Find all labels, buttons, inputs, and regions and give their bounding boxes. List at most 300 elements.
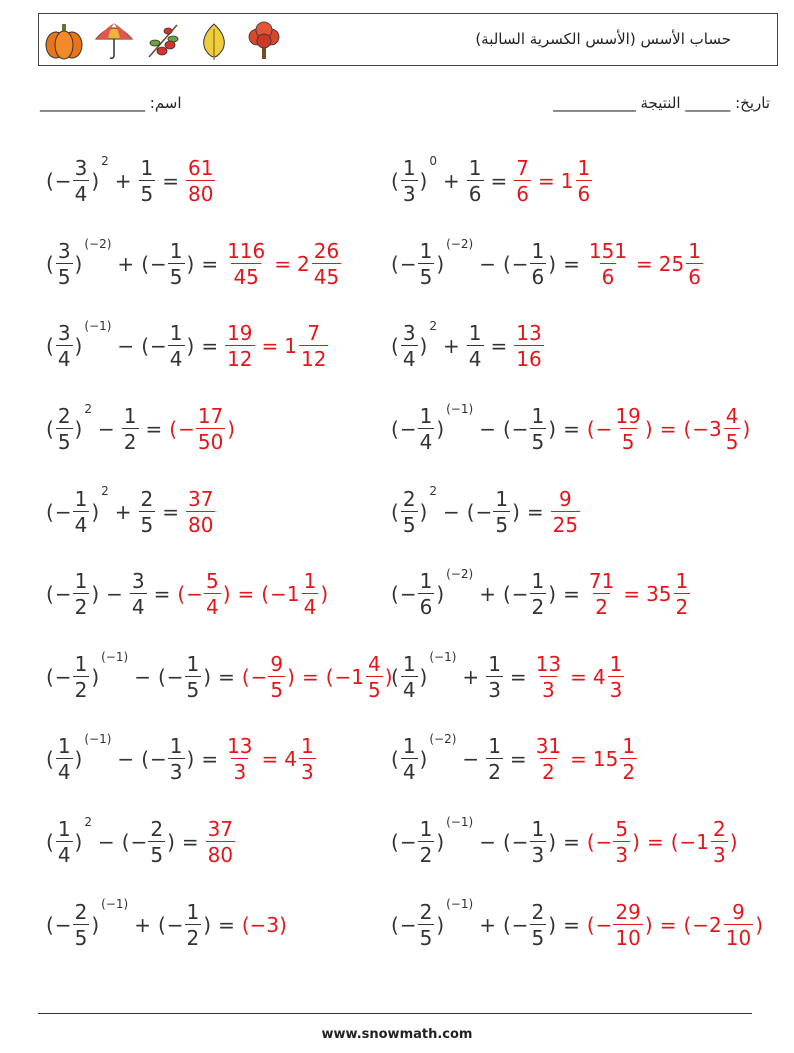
parenthesis: ) <box>203 912 212 937</box>
denominator: 4 <box>402 760 416 785</box>
numerator: 1 <box>169 238 183 263</box>
fraction-body <box>225 321 254 372</box>
fraction-body <box>268 651 285 702</box>
fraction-body <box>73 486 90 537</box>
exponent: (−1) <box>429 649 457 664</box>
mixed-number <box>334 651 384 702</box>
denominator: 5 <box>531 925 545 950</box>
fraction-body <box>366 651 383 702</box>
numerator: 1 <box>74 651 88 676</box>
numerator: 13 <box>227 734 253 759</box>
problem-row <box>390 388 764 471</box>
operator: − <box>479 417 496 442</box>
fraction-body <box>185 651 202 702</box>
fraction <box>511 817 548 868</box>
parenthesis: ) <box>436 912 445 937</box>
mixed-number <box>592 651 625 702</box>
parenthesis: ) <box>419 334 428 359</box>
fraction-body <box>302 569 319 620</box>
fraction <box>511 404 548 455</box>
fraction-body <box>530 817 547 868</box>
problem-row <box>45 883 394 966</box>
numerator: 1 <box>419 817 433 842</box>
fraction-body <box>312 238 341 289</box>
operator: = <box>181 830 199 855</box>
denominator: 3 <box>542 677 555 702</box>
denominator: 4 <box>169 347 183 372</box>
parenthesis: ) <box>203 664 212 689</box>
operator: = <box>201 334 219 359</box>
parenthesis: ) <box>742 417 751 442</box>
fraction-body <box>534 734 563 785</box>
operator: − <box>134 664 151 689</box>
parenthesis: ( <box>46 830 54 855</box>
denominator: 4 <box>205 595 219 620</box>
minus-sign: − <box>595 417 613 442</box>
answer <box>533 651 626 702</box>
parenthesis: ( <box>586 417 595 442</box>
denominator: 25 <box>552 512 579 537</box>
numerator: 116 <box>227 238 266 263</box>
numerator: 29 <box>615 899 641 924</box>
operator: = <box>570 747 587 772</box>
denominator: 4 <box>74 182 88 207</box>
fraction <box>595 404 644 455</box>
whole-part: −1 <box>270 582 300 607</box>
denominator: 4 <box>57 760 71 785</box>
fraction <box>138 156 157 207</box>
fraction <box>166 899 203 950</box>
problem-row <box>45 801 394 884</box>
minus-sign: − <box>475 499 493 524</box>
parenthesis: ) <box>419 747 428 772</box>
denominator: 5 <box>169 264 183 289</box>
operator: = <box>563 830 580 855</box>
numerator: 19 <box>227 321 253 346</box>
fraction <box>129 569 148 620</box>
denominator: 5 <box>621 430 635 455</box>
fraction-body <box>401 321 418 372</box>
exponent: 0 <box>429 154 437 168</box>
numerator: 1 <box>419 569 433 594</box>
exponent: 2 <box>101 484 109 499</box>
fraction-body <box>204 569 221 620</box>
denominator: 45 <box>313 264 340 289</box>
operator: + <box>117 251 135 276</box>
denominator: 2 <box>488 760 501 785</box>
operator: = <box>636 251 653 276</box>
parenthesis: ) <box>320 582 329 607</box>
fraction-body <box>299 321 328 372</box>
parenthesis: ( <box>586 830 595 855</box>
parenthesis: ( <box>46 582 54 607</box>
denominator: 2 <box>74 677 88 702</box>
fraction-body <box>225 734 254 785</box>
numerator: 1 <box>186 651 200 676</box>
fraction-body <box>225 238 267 289</box>
numerator: 26 <box>313 238 340 263</box>
denominator: 6 <box>531 264 545 289</box>
fraction <box>205 817 236 868</box>
operator: = <box>261 334 279 359</box>
denominator: 4 <box>402 677 416 702</box>
fraction <box>511 899 548 950</box>
exponent: (−2) <box>429 732 457 747</box>
fraction <box>365 651 384 702</box>
numerator: 5 <box>615 817 629 842</box>
minus-sign: − <box>166 912 184 937</box>
fraction <box>121 404 140 455</box>
operator: = <box>301 664 319 689</box>
parenthesis: ( <box>502 251 511 276</box>
fraction <box>224 321 255 372</box>
denominator: 5 <box>402 512 416 537</box>
parenthesis: ( <box>502 912 511 937</box>
fraction-body <box>686 238 703 289</box>
fraction <box>400 734 419 785</box>
operator: = <box>563 912 580 937</box>
operator: = <box>526 499 544 524</box>
minus-sign: − <box>399 251 417 276</box>
answer <box>586 404 751 455</box>
parenthesis: ) <box>419 169 428 194</box>
umbrella-icon <box>93 21 135 61</box>
parenthesis: ( <box>670 830 679 855</box>
numerator: 1 <box>419 238 433 263</box>
parenthesis: ( <box>141 334 149 359</box>
operator: − <box>443 499 460 524</box>
minus-sign: − <box>511 912 529 937</box>
fraction-body <box>299 734 316 785</box>
numerator: 1 <box>688 238 701 263</box>
denominator: 50 <box>197 430 224 455</box>
denominator: 80 <box>188 512 214 537</box>
numerator: 151 <box>588 238 628 263</box>
minus-sign: − <box>511 251 529 276</box>
fraction <box>54 156 91 207</box>
fraction <box>224 734 255 785</box>
problem-row <box>45 718 394 801</box>
minus-sign: − <box>399 417 417 442</box>
fraction <box>399 569 436 620</box>
minus-sign: − <box>54 664 72 689</box>
fraction-body <box>56 321 73 372</box>
fraction <box>224 238 268 289</box>
fraction <box>595 899 644 950</box>
numerator: 1 <box>488 651 501 676</box>
problem-row <box>390 718 764 801</box>
parenthesis: ( <box>502 830 511 855</box>
fraction-body <box>168 238 185 289</box>
fraction-body <box>486 734 503 785</box>
numerator: 1 <box>577 156 591 181</box>
fraction <box>399 238 436 289</box>
numerator: 2 <box>74 899 88 924</box>
fraction <box>511 238 548 289</box>
answer <box>185 486 216 537</box>
fraction-body <box>56 817 73 868</box>
minus-sign: − <box>166 664 184 689</box>
denominator: 2 <box>123 430 137 455</box>
denominator: 3 <box>531 843 545 868</box>
numerator: 37 <box>188 486 214 511</box>
fraction <box>511 569 548 620</box>
parenthesis: ) <box>436 830 445 855</box>
problem-row <box>45 305 394 388</box>
operator: − <box>479 830 496 855</box>
mixed-number <box>658 238 704 289</box>
problem-row <box>390 305 764 388</box>
parenthesis: ) <box>632 830 640 855</box>
whole-part: −3 <box>692 417 722 442</box>
numerator: 1 <box>57 817 71 842</box>
operator: + <box>462 664 480 689</box>
parenthesis: ( <box>169 417 178 442</box>
parenthesis: ) <box>419 664 428 689</box>
problem-column-right <box>390 140 764 966</box>
exponent: 2 <box>84 401 92 416</box>
mixed-number <box>679 817 729 868</box>
fraction-body <box>493 486 510 537</box>
whole-part: 2 <box>297 251 310 276</box>
operator: = <box>538 169 555 194</box>
minus-sign: − <box>511 417 529 442</box>
parenthesis: ( <box>157 664 166 689</box>
numerator: 1 <box>609 651 623 676</box>
fraction-body <box>418 238 435 289</box>
parenthesis: ( <box>46 912 54 937</box>
parenthesis: ) <box>548 417 557 442</box>
denominator: 10 <box>725 925 752 950</box>
numerator: 7 <box>516 156 529 181</box>
whole-part: 15 <box>592 747 619 772</box>
exponent: (−1) <box>446 401 474 416</box>
parenthesis: ) <box>74 830 83 855</box>
denominator: 3 <box>713 843 726 868</box>
fraction <box>575 156 594 207</box>
minus-sign: − <box>150 251 167 276</box>
worksheet-title: حساب الأسس (الأسس الكسرية السالبة) <box>475 30 731 48</box>
problem-row <box>390 553 764 636</box>
operator: = <box>563 417 580 442</box>
numerator: 3 <box>57 321 71 346</box>
fraction-body <box>608 651 625 702</box>
operator: − <box>117 747 135 772</box>
denominator: 2 <box>595 595 608 620</box>
parenthesis: ( <box>121 830 130 855</box>
denominator: 6 <box>516 182 529 207</box>
operator: = <box>162 169 180 194</box>
fraction <box>607 651 626 702</box>
fraction-body <box>530 238 547 289</box>
parenthesis: ) <box>384 664 393 689</box>
fraction <box>55 734 74 785</box>
denominator: 5 <box>140 512 154 537</box>
numerator: 9 <box>270 651 284 676</box>
denominator: 5 <box>531 430 545 455</box>
fraction-body <box>168 734 185 785</box>
numerator: 1 <box>531 569 545 594</box>
operator: − <box>117 334 135 359</box>
parenthesis: ( <box>46 747 54 772</box>
minus-sign: − <box>595 830 613 855</box>
parenthesis: ) <box>91 169 100 194</box>
parenthesis: ( <box>683 417 692 442</box>
footer-divider <box>38 1013 752 1014</box>
parenthesis: ( <box>391 830 399 855</box>
fraction-body <box>674 569 691 620</box>
parenthesis: ) <box>436 417 445 442</box>
parenthesis: ) <box>548 912 557 937</box>
fraction <box>311 238 342 289</box>
numerator: 13 <box>535 651 562 676</box>
numerator: 1 <box>468 321 482 346</box>
answer <box>513 156 593 207</box>
fraction <box>485 651 504 702</box>
parenthesis: ( <box>391 747 399 772</box>
parenthesis: ) <box>287 664 295 689</box>
denominator: 5 <box>150 843 164 868</box>
operator: − <box>462 747 480 772</box>
numerator: 1 <box>74 486 88 511</box>
parenthesis: ) <box>91 664 100 689</box>
fraction <box>298 734 317 785</box>
numerator: 1 <box>495 486 509 511</box>
operator: = <box>646 830 664 855</box>
denominator: 10 <box>615 925 641 950</box>
exponent: (−1) <box>101 649 129 664</box>
red-tree-icon <box>243 21 285 61</box>
mixed-number <box>284 734 316 785</box>
parenthesis: ( <box>177 582 186 607</box>
numerator: 1 <box>531 817 545 842</box>
fraction <box>595 817 632 868</box>
numerator: 1 <box>468 156 482 181</box>
denominator: 5 <box>368 677 381 702</box>
numerator: 3 <box>74 156 88 181</box>
rosehip-branch-icon <box>143 21 185 61</box>
numerator: 1 <box>531 404 545 429</box>
minus-sign: − <box>399 830 417 855</box>
fraction-body <box>418 569 435 620</box>
parenthesis: ) <box>436 582 445 607</box>
numerator: 1 <box>488 734 501 759</box>
answer <box>176 569 329 620</box>
fraction <box>186 569 222 620</box>
denominator: 4 <box>402 347 416 372</box>
operator: = <box>490 169 508 194</box>
parenthesis: ) <box>644 417 653 442</box>
operator: = <box>274 251 292 276</box>
fraction-body <box>418 817 435 868</box>
parenthesis: ) <box>729 830 738 855</box>
answer <box>586 899 764 950</box>
worksheet-header <box>38 13 778 66</box>
fraction <box>550 486 581 537</box>
exponent: (−1) <box>101 897 129 912</box>
parenthesis: ( <box>391 664 399 689</box>
parenthesis: ) <box>644 912 653 937</box>
exponent: 2 <box>101 154 109 168</box>
problem-row <box>45 140 394 223</box>
parenthesis: ) <box>227 417 236 442</box>
answer <box>224 321 329 372</box>
denominator: 4 <box>468 347 482 372</box>
operator: = <box>659 417 677 442</box>
minus-sign: − <box>399 912 417 937</box>
minus-sign: − <box>150 334 167 359</box>
answer <box>586 238 704 289</box>
fraction <box>54 486 91 537</box>
denominator: 16 <box>516 347 542 372</box>
numerator: 61 <box>188 156 214 181</box>
fraction-body <box>613 404 642 455</box>
fraction <box>723 899 754 950</box>
whole-part: 35 <box>646 582 672 607</box>
fraction <box>130 817 167 868</box>
numerator: 71 <box>588 569 615 594</box>
fraction <box>586 238 630 289</box>
answer <box>205 817 236 868</box>
problem-column-left <box>45 140 394 966</box>
parenthesis: ) <box>436 251 445 276</box>
numerator: 1 <box>123 404 137 429</box>
operator: = <box>509 747 527 772</box>
exponent: (−2) <box>446 236 474 251</box>
denominator: 3 <box>233 760 247 785</box>
fraction-body <box>530 569 547 620</box>
denominator: 5 <box>270 677 284 702</box>
fraction <box>150 321 186 372</box>
denominator: 80 <box>207 843 234 868</box>
fraction-body <box>401 156 418 207</box>
denominator: 5 <box>495 512 509 537</box>
operator: = <box>659 912 677 937</box>
operator: = <box>145 417 163 442</box>
numerator: 1 <box>303 569 317 594</box>
minus-sign: − <box>186 582 203 607</box>
numerator: 9 <box>559 486 572 511</box>
parenthesis: ) <box>548 582 557 607</box>
fraction <box>54 899 91 950</box>
whole-part: 25 <box>658 251 685 276</box>
operator: = <box>261 747 279 772</box>
denominator: 3 <box>609 677 623 702</box>
fraction-body <box>576 156 593 207</box>
numerator: 4 <box>368 651 381 676</box>
fraction <box>55 817 74 868</box>
mixed-number <box>692 404 741 455</box>
fraction-body <box>130 569 147 620</box>
fraction-body <box>73 156 90 207</box>
problem-row <box>390 223 764 306</box>
parenthesis: ( <box>46 499 54 524</box>
answer <box>586 817 739 868</box>
operator: + <box>134 912 151 937</box>
answer <box>241 651 394 702</box>
exponent: (−1) <box>446 814 474 829</box>
numerator: 1 <box>622 734 636 759</box>
fraction-body <box>186 486 215 537</box>
whole-part: 1 <box>560 169 574 194</box>
exponent: 2 <box>429 484 437 499</box>
parenthesis: ( <box>391 334 399 359</box>
parenthesis: ( <box>46 334 54 359</box>
numerator: 5 <box>205 569 219 594</box>
fraction-body <box>587 569 616 620</box>
operator: = <box>153 582 171 607</box>
fraction <box>399 404 436 455</box>
